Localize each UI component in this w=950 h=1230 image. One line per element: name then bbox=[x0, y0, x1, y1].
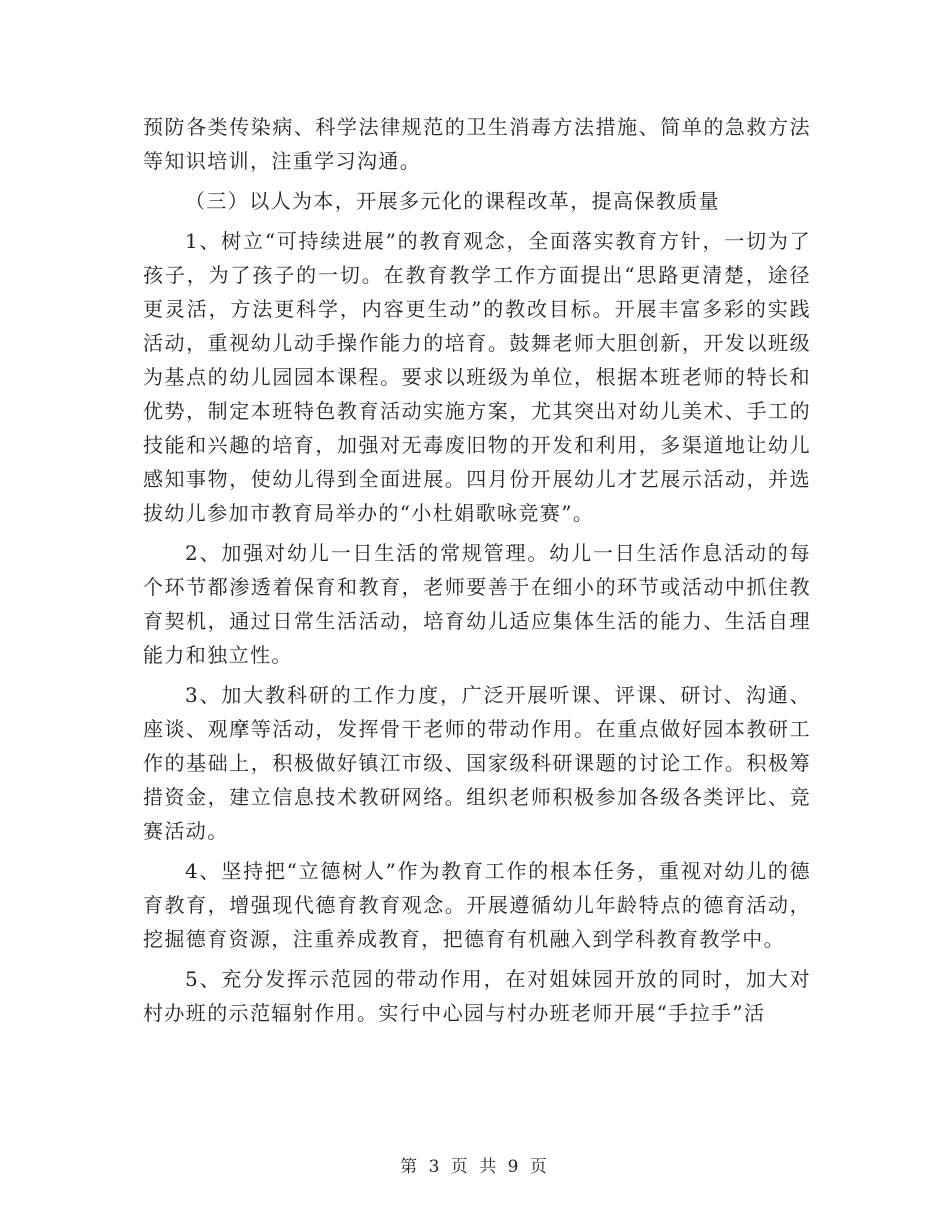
paragraph-item-4: 4、坚持把“立德树人”作为教育工作的根本任务，重视对幼儿的德育教育，增强现代德育教育观念。开展遵循幼儿年龄特点的德育活动，挖掘德育资源，注重养成教育，把德育有机融入到学科教育教学中。 bbox=[143, 859, 811, 951]
section-heading: （三）以人为本，开展多元化的课程改革，提高保教质量 bbox=[185, 189, 720, 213]
paragraph-item-5: 5、充分发挥示范园的带动作用，在对姐妹园开放的同时，加大对村办班的示范辐射作用。实行中心园与村办班老师开展“手拉手”活 bbox=[143, 967, 811, 1025]
page-footer: 第 3 页 共 9 页 bbox=[400, 1157, 550, 1177]
paragraph-continuation: 预防各类传染病、科学法律规范的卫生消毒方法措施、简单的急救方法等知识培训，注重学习沟通。 bbox=[143, 115, 811, 173]
document-body bbox=[143, 110, 811, 1036]
paragraph-item-2: 2、加强对幼儿一日生活的常规管理。幼儿一日生活作息活动的每个环节都渗透着保育和教育，老师要善于在细小的环节或活动中抓住教育契机，通过日常生活活动，培育幼儿适应集体生活的能力、生活自理能力和独立性。 bbox=[143, 541, 811, 667]
paragraph-item-1: 1、树立“可持续进展”的教育观念，全面落实教育方针，一切为了孩子，为了孩子的一切。在教育教学工作方面提出“思路更清楚，途径更灵活，方法更科学，内容更生动”的教改目标。开展丰富多彩的实践活动，重视幼儿动手操作能力的培育。鼓舞老师大胆创新，开发以班级为基点的幼儿园园本课程。要求以班级为单位，根据本班老师的特长和优势，制定本班特色教育活动实施方案，尤其突出对幼儿美术、手工的技能和兴趣的培育，加强对无毒废旧物的开发和利用，多渠道地让幼儿感知事物，使幼儿得到全面进展。四月份开展幼儿才艺展示活动，并选拔幼儿参加市教育局举办的“小杜娟歌咏竞赛”。 bbox=[143, 229, 811, 525]
paragraph-item-3: 3、加大教科研的工作力度，广泛开展听课、评课、研讨、沟通、座谈、观摩等活动，发挥骨干老师的带动作用。在重点做好园本教研工作的基础上，积极做好镇江市级、国家级科研课题的讨论工作。积极筹措资金，建立信息技术教研网络。组织老师积极参加各级各类评比、竞赛活动。 bbox=[143, 683, 811, 843]
